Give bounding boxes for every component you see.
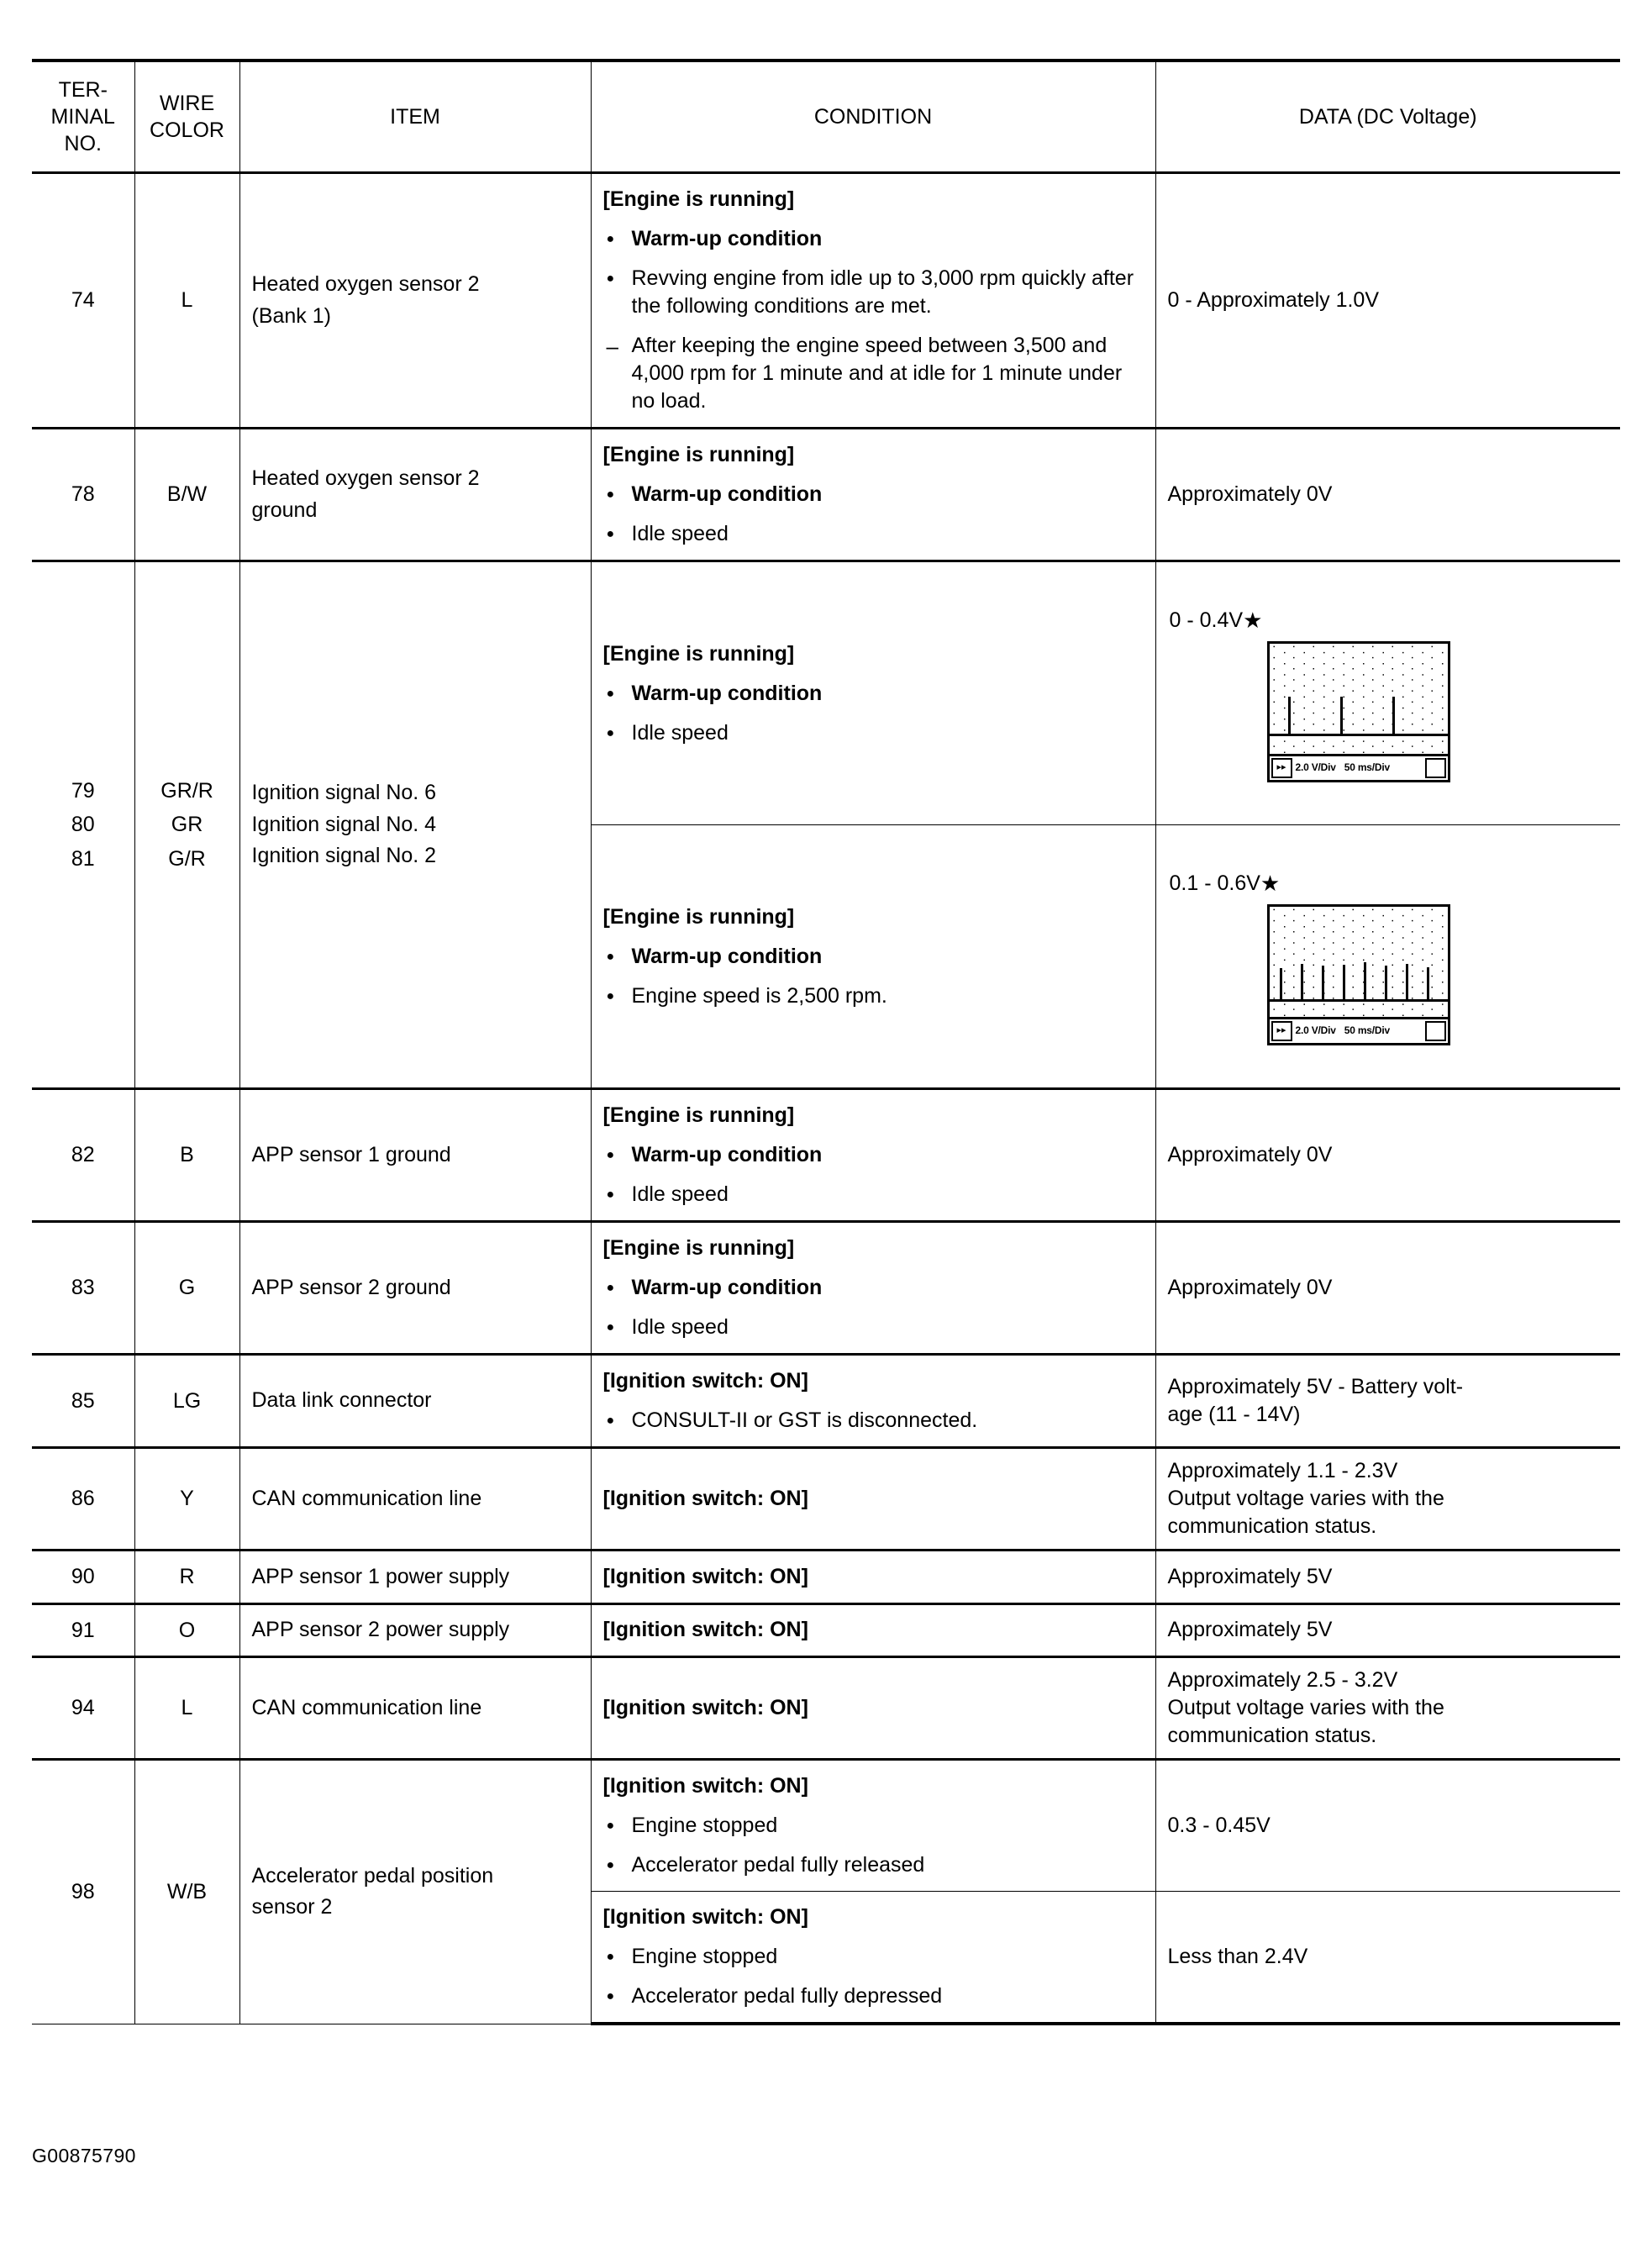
data-line: Approximately 0V <box>1167 1143 1333 1166</box>
oscilloscope-waveform-idle <box>1267 641 1450 782</box>
wire-color-value: L <box>181 288 193 313</box>
bullet-dot-icon <box>607 719 615 747</box>
cell-item <box>239 1760 591 2024</box>
terminal-no-value: 74 <box>71 288 95 313</box>
condition-block <box>603 1694 1144 1722</box>
cell-terminal-no <box>32 1551 134 1604</box>
table-row <box>32 429 1620 561</box>
terminal-no-value: 83 <box>71 1276 95 1300</box>
data-voltage-label <box>1170 607 1609 634</box>
data-line: 0 - 0.4V <box>1169 608 1244 632</box>
scope-screen <box>1270 907 1448 1017</box>
cell-terminal-no <box>32 1657 134 1760</box>
condition-item <box>603 943 1144 971</box>
cell-terminal-no <box>32 1355 134 1448</box>
condition-heading: [Ignition switch: ON] <box>602 1618 808 1642</box>
condition-item <box>603 265 1144 320</box>
data-value <box>1168 287 1609 314</box>
condition-heading: [Ignition switch: ON] <box>602 1774 808 1798</box>
column-header-wire-color <box>134 61 239 173</box>
cell-condition <box>591 1657 1155 1760</box>
condition-item <box>603 1274 1144 1302</box>
figure-code: G00875790 <box>32 2145 136 2167</box>
item-line: APP sensor 2 ground <box>251 1275 451 1299</box>
condition-item <box>603 1314 1144 1341</box>
condition-list <box>603 481 1144 548</box>
item-line: CAN communication line <box>251 1695 482 1719</box>
scope-right-box-icon <box>1425 1021 1446 1041</box>
wire-color-value: G/R <box>168 846 206 871</box>
data-line: Approximately 0V <box>1167 1276 1333 1299</box>
terminal-no-value: 90 <box>71 1565 95 1588</box>
bullet-dot-icon <box>607 1943 615 1971</box>
waveform-spike <box>1385 966 1387 1002</box>
oscilloscope-waveform-2500rpm <box>1267 904 1450 1045</box>
condition-list <box>603 1141 1144 1208</box>
cell-data <box>1155 173 1620 429</box>
data-line: communication status. <box>1167 1724 1377 1747</box>
condition-item-text: Revving engine from idle up to 3,000 rpm quickly after the following conditions are met. <box>631 266 1134 318</box>
data-with-waveform <box>1168 870 1609 1045</box>
cell-wire-color <box>134 1089 239 1222</box>
scope-time-per-div: 50 ms/Div <box>1344 761 1390 773</box>
table-body <box>32 173 1620 2024</box>
wire-color-value: GR <box>171 813 203 837</box>
bullet-dot-icon <box>607 1407 615 1435</box>
bullet-dot-icon <box>607 1141 615 1169</box>
terminal-no-value: 78 <box>71 482 95 507</box>
condition-item <box>603 680 1144 708</box>
condition-block <box>603 1772 1144 1879</box>
condition-item <box>603 1851 1144 1879</box>
item-line: Accelerator pedal position <box>251 1863 494 1888</box>
cell-wire-color <box>134 1760 239 2024</box>
data-line: Approximately 5V <box>1167 1564 1333 1588</box>
data-line: 0.3 - 0.45V <box>1167 1814 1271 1837</box>
waveform-spike <box>1280 968 1282 1002</box>
cell-condition <box>591 825 1155 1089</box>
data-line: Output voltage varies with the <box>1167 1696 1444 1719</box>
cell-data <box>1155 1222 1620 1355</box>
condition-item-text: Engine stopped <box>631 1814 778 1837</box>
cell-wire-color <box>134 1551 239 1604</box>
cell-wire-color <box>134 429 239 561</box>
condition-item <box>603 1407 1144 1435</box>
condition-item <box>603 520 1144 548</box>
cell-condition <box>591 561 1155 825</box>
condition-block <box>603 640 1144 747</box>
waveform-spike <box>1340 697 1343 736</box>
condition-heading: [Engine is running] <box>602 443 795 466</box>
bullet-dot-icon <box>607 680 615 708</box>
waveform-spike <box>1322 966 1324 1002</box>
wire-color-value: B <box>180 1143 194 1167</box>
cell-data <box>1155 1448 1620 1551</box>
terminal-no-line-1: TER- <box>58 78 108 102</box>
condition-item <box>603 1982 1144 2010</box>
condition-item-text: Engine stopped <box>631 1945 778 1968</box>
condition-item-text: Warm-up condition <box>631 482 823 506</box>
cell-data <box>1155 1760 1620 1892</box>
cell-data <box>1155 1355 1620 1448</box>
data-value <box>1168 1274 1609 1302</box>
cell-condition <box>591 1760 1155 1892</box>
data-line: Approximately 2.5 - 3.2V <box>1167 1668 1398 1692</box>
item-line: APP sensor 2 power supply <box>251 1618 510 1641</box>
condition-item <box>603 1943 1144 1971</box>
item-line: ground <box>251 498 318 522</box>
condition-item <box>603 225 1144 253</box>
condition-item <box>603 719 1144 747</box>
terminal-no-value: 82 <box>71 1143 95 1167</box>
item-line: CAN communication line <box>251 1486 482 1510</box>
wire-color-line-2: COLOR <box>150 118 224 142</box>
condition-list <box>603 680 1144 747</box>
item-line: Heated oxygen sensor 2 <box>251 466 480 490</box>
condition-item <box>603 481 1144 508</box>
cell-condition <box>591 1448 1155 1551</box>
bullet-dot-icon <box>607 265 615 292</box>
table-header-row <box>32 61 1620 173</box>
cell-item <box>239 1355 591 1448</box>
cell-terminal-no <box>32 1089 134 1222</box>
condition-item-text: Warm-up condition <box>631 944 823 968</box>
cell-item <box>239 561 591 1089</box>
cell-terminal-no <box>32 173 134 429</box>
table-row <box>32 1448 1620 1551</box>
condition-block <box>603 1235 1144 1341</box>
table-row <box>32 1657 1620 1760</box>
table-row <box>32 1551 1620 1604</box>
bullet-dot-icon <box>607 1812 615 1840</box>
condition-list <box>603 943 1144 1010</box>
wire-color-value: W/B <box>166 1880 208 1903</box>
cell-wire-color <box>134 1355 239 1448</box>
data-with-waveform <box>1168 607 1609 782</box>
terminal-no-value: 86 <box>71 1487 95 1511</box>
condition-block <box>603 441 1144 548</box>
data-value <box>1168 1141 1609 1169</box>
data-line: Output voltage varies with the <box>1167 1487 1444 1510</box>
cell-terminal-no <box>32 1760 134 2024</box>
cell-condition <box>591 1551 1155 1604</box>
data-line: Approximately 1.1 - 2.3V <box>1167 1459 1398 1482</box>
cell-data <box>1155 1892 1620 2024</box>
condition-item <box>603 332 1144 415</box>
condition-item-text: Engine speed is 2,500 rpm. <box>631 983 887 1008</box>
item-line: APP sensor 1 power supply <box>251 1564 510 1588</box>
bullet-dot-icon <box>607 1851 615 1879</box>
star-icon: ★ <box>1260 870 1281 896</box>
cell-terminal-no <box>32 1222 134 1355</box>
cell-condition <box>591 1355 1155 1448</box>
cell-item <box>239 429 591 561</box>
data-value <box>1168 1943 1609 1971</box>
condition-item-text: CONSULT-II or GST is disconnected. <box>631 1408 978 1432</box>
bullet-dot-icon <box>607 1274 615 1302</box>
condition-item <box>603 982 1144 1010</box>
data-value <box>1168 1373 1609 1429</box>
waveform-spike <box>1364 962 1366 1002</box>
item-line: Ignition signal No. 4 <box>251 812 437 836</box>
table-row <box>32 1760 1620 1892</box>
bullet-dash-icon <box>607 332 618 361</box>
condition-item-text: Idle speed <box>631 1315 729 1339</box>
terminal-no-value: 94 <box>71 1696 95 1720</box>
item-line: Data link connector <box>251 1388 432 1413</box>
data-line: Approximately 5V <box>1167 1618 1333 1642</box>
condition-list <box>603 1812 1144 1879</box>
bullet-dot-icon <box>607 1181 615 1208</box>
scope-volts-per-div: 2.0 V/Div <box>1295 1024 1336 1036</box>
condition-item-text: Idle speed <box>631 1182 729 1206</box>
condition-item-text: Warm-up condition <box>631 1143 823 1166</box>
cell-item <box>239 1603 591 1657</box>
condition-block <box>603 1102 1144 1208</box>
scope-footer <box>1270 1017 1448 1043</box>
table-row <box>32 1603 1620 1657</box>
bullet-dot-icon <box>607 225 615 253</box>
data-line: communication status. <box>1167 1514 1377 1538</box>
condition-list <box>603 1274 1144 1341</box>
wire-color-value: B/W <box>166 482 208 507</box>
cell-condition <box>591 1222 1155 1355</box>
scope-screen <box>1270 644 1448 754</box>
data-line: Approximately 0V <box>1167 482 1333 506</box>
condition-heading: [Engine is running] <box>602 904 795 929</box>
data-value <box>1168 1812 1609 1840</box>
cell-data <box>1155 429 1620 561</box>
condition-heading: [Ignition switch: ON] <box>602 1369 808 1393</box>
scope-baseline <box>1270 734 1448 736</box>
terminal-no-value: 81 <box>71 846 95 871</box>
scope-cursor-icon: ▸▸ <box>1271 758 1292 778</box>
cell-condition <box>591 1892 1155 2024</box>
column-header-data: DATA (DC Voltage) <box>1155 61 1620 173</box>
condition-item <box>603 1141 1144 1169</box>
condition-heading: [Engine is running] <box>602 1103 795 1127</box>
condition-heading: [Ignition switch: ON] <box>602 1564 808 1588</box>
cell-wire-color <box>134 561 239 1089</box>
cell-wire-color <box>134 1448 239 1551</box>
data-value <box>1168 481 1609 508</box>
condition-item <box>603 1812 1144 1840</box>
terminal-no-line-2: MINAL <box>50 105 115 129</box>
data-line: 0.1 - 0.6V <box>1169 871 1260 895</box>
bullet-dot-icon <box>607 1314 615 1341</box>
wire-color-line-1: WIRE <box>159 92 215 115</box>
condition-heading: [Engine is running] <box>602 641 795 666</box>
waveform-spike <box>1427 967 1429 1002</box>
ecm-terminal-reference-table <box>32 59 1620 2025</box>
waveform-spike <box>1406 964 1408 1002</box>
cell-wire-color <box>134 1603 239 1657</box>
condition-list <box>603 225 1144 415</box>
condition-heading: [Ignition switch: ON] <box>602 1696 808 1719</box>
condition-item-text: Idle speed <box>631 720 729 745</box>
item-line: Heated oxygen sensor 2 <box>251 272 480 296</box>
table-row <box>32 173 1620 429</box>
bullet-dot-icon <box>607 481 615 508</box>
table-row <box>32 1355 1620 1448</box>
terminal-no-value: 85 <box>71 1388 95 1413</box>
cell-terminal-no <box>32 1603 134 1657</box>
condition-list <box>603 1943 1144 2010</box>
cell-data <box>1155 825 1620 1089</box>
wire-color-value: O <box>178 1618 196 1642</box>
cell-condition <box>591 1603 1155 1657</box>
wire-color-value: GR/R <box>160 778 213 803</box>
column-header-condition: CONDITION <box>591 61 1155 173</box>
terminal-no-value: 79 <box>71 778 95 803</box>
condition-block <box>603 1367 1144 1435</box>
cell-wire-color <box>134 1657 239 1760</box>
cell-item <box>239 1657 591 1760</box>
cell-condition <box>591 1089 1155 1222</box>
item-line: sensor 2 <box>251 1895 333 1919</box>
item-line: APP sensor 1 ground <box>251 1142 451 1166</box>
waveform-spike <box>1288 697 1291 736</box>
cell-item <box>239 1551 591 1604</box>
condition-block <box>603 1485 1144 1513</box>
scope-time-per-div: 50 ms/Div <box>1344 1024 1390 1036</box>
condition-heading: [Ignition switch: ON] <box>602 1905 808 1929</box>
bullet-dot-icon <box>607 1982 615 2010</box>
cell-item <box>239 173 591 429</box>
table-row <box>32 1222 1620 1355</box>
data-value <box>1168 1457 1609 1540</box>
condition-block <box>603 1903 1144 2010</box>
condition-heading: [Ignition switch: ON] <box>602 1487 808 1510</box>
waveform-spike <box>1301 964 1303 1002</box>
wire-color-value: G <box>178 1276 196 1300</box>
cell-wire-color <box>134 173 239 429</box>
table-row <box>32 561 1620 825</box>
item-line: Ignition signal No. 6 <box>251 781 437 805</box>
terminal-no-value: 80 <box>71 813 95 837</box>
wire-color-value: Y <box>180 1487 194 1511</box>
data-value <box>1168 1616 1609 1644</box>
data-line: age (11 - 14V) <box>1167 1403 1301 1426</box>
cell-wire-color <box>134 1222 239 1355</box>
condition-item-text: Accelerator pedal fully released <box>631 1853 925 1877</box>
cell-item <box>239 1222 591 1355</box>
data-voltage-label <box>1170 870 1609 898</box>
cell-condition <box>591 173 1155 429</box>
scope-volts-per-div: 2.0 V/Div <box>1295 761 1336 773</box>
wire-color-value: LG <box>172 1388 202 1413</box>
cell-condition <box>591 429 1155 561</box>
cell-terminal-no <box>32 561 134 1089</box>
condition-item-text: After keeping the engine speed between 3,500 and 4,000 rpm for 1 minute and at idle for 1 minute under no load. <box>631 334 1123 413</box>
data-line: Approximately 5V - Battery volt- <box>1167 1375 1464 1398</box>
cell-data <box>1155 1089 1620 1222</box>
wire-color-value: L <box>181 1696 193 1720</box>
condition-item-text: Warm-up condition <box>631 227 823 250</box>
cell-terminal-no <box>32 1448 134 1551</box>
column-header-terminal-no <box>32 61 134 173</box>
cell-item <box>239 1448 591 1551</box>
terminal-no-value: 91 <box>71 1618 95 1642</box>
terminal-no-line-3: NO. <box>64 132 102 155</box>
condition-block <box>603 186 1144 415</box>
data-line: 0 - Approximately 1.0V <box>1167 288 1380 312</box>
waveform-spike <box>1392 697 1395 736</box>
data-value <box>1168 1666 1609 1750</box>
scope-right-box-icon <box>1425 758 1446 778</box>
cell-data <box>1155 1551 1620 1604</box>
terminal-no-value: 98 <box>71 1880 95 1903</box>
cell-item <box>239 1089 591 1222</box>
cell-data <box>1155 561 1620 825</box>
item-line: Ignition signal No. 2 <box>251 844 437 868</box>
wire-color-value: R <box>179 1565 195 1588</box>
condition-item-text: Idle speed <box>631 522 729 545</box>
data-value <box>1168 1563 1609 1591</box>
cell-terminal-no <box>32 429 134 561</box>
condition-list <box>603 1407 1144 1435</box>
column-header-item: ITEM <box>239 61 591 173</box>
condition-item <box>603 1181 1144 1208</box>
bullet-dot-icon <box>607 520 615 548</box>
condition-item-text: Warm-up condition <box>631 1276 823 1299</box>
condition-item-text: Accelerator pedal fully depressed <box>631 1984 943 2008</box>
data-line: Less than 2.4V <box>1167 1945 1308 1968</box>
table-header <box>32 61 1620 173</box>
table-row <box>32 1089 1620 1222</box>
scope-cursor-icon: ▸▸ <box>1271 1021 1292 1041</box>
item-line: (Bank 1) <box>251 303 331 328</box>
waveform-spike <box>1343 965 1345 1002</box>
bullet-dot-icon <box>607 943 615 971</box>
cell-data <box>1155 1603 1620 1657</box>
condition-heading: [Engine is running] <box>602 187 795 211</box>
cell-data <box>1155 1657 1620 1760</box>
bullet-dot-icon <box>607 982 615 1010</box>
condition-item-text: Warm-up condition <box>631 681 823 705</box>
condition-block <box>603 903 1144 1010</box>
scope-footer <box>1270 754 1448 780</box>
condition-heading: [Engine is running] <box>602 1236 795 1260</box>
star-icon: ★ <box>1243 607 1263 633</box>
scope-baseline <box>1270 999 1448 1002</box>
